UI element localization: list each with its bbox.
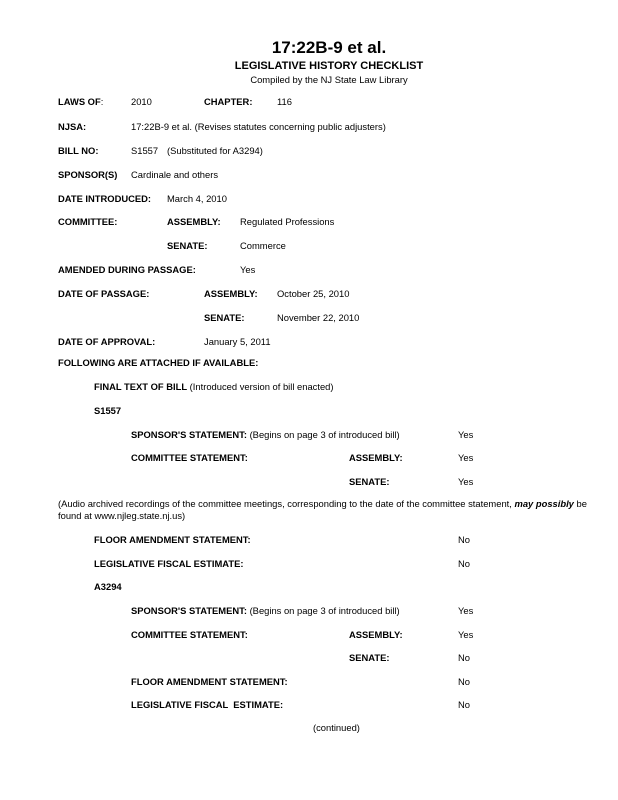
a3294-sponsor-note: (Begins on page 3 of introduced bill) bbox=[249, 605, 400, 616]
audio-note-part2: be found at www.njleg.state.nj.us) bbox=[58, 498, 587, 521]
amended-value: Yes bbox=[240, 264, 256, 275]
date-introduced-label: DATE INTRODUCED: bbox=[58, 193, 152, 204]
njsa-value: 17:22B-9 et al. (Revises statutes concerning public adjusters) bbox=[131, 121, 386, 132]
bill-no-note: (Substituted for A3294) bbox=[167, 145, 263, 156]
final-text-label: FINAL TEXT OF BILL bbox=[94, 381, 188, 392]
bill-no-value: S1557 bbox=[131, 145, 159, 156]
s1557-sponsor-label: SPONSOR'S STATEMENT: bbox=[131, 429, 247, 440]
a3294-committee-label: COMMITTEE STATEMENT: bbox=[131, 629, 248, 640]
laws-of-label-text: LAWS OF bbox=[58, 96, 101, 107]
a3294-floor-label: FLOOR AMENDMENT STATEMENT: bbox=[131, 676, 288, 687]
a3294-heading: A3294 bbox=[94, 581, 122, 592]
s1557-committee-label: COMMITTEE STATEMENT: bbox=[131, 452, 248, 463]
a3294-sponsor-label: SPONSOR'S STATEMENT: bbox=[131, 605, 247, 616]
committee-assembly-value: Regulated Professions bbox=[240, 216, 335, 227]
s1557-fiscal-value: No bbox=[458, 558, 470, 569]
laws-of-colon: : bbox=[100, 96, 104, 107]
audio-note-emphasis: may possibly bbox=[514, 498, 574, 509]
s1557-floor-label: FLOOR AMENDMENT STATEMENT: bbox=[94, 534, 251, 545]
following-heading: FOLLOWING ARE ATTACHED IF AVAILABLE: bbox=[58, 357, 259, 368]
passage-senate-value: November 22, 2010 bbox=[277, 312, 360, 323]
committee-senate-label: SENATE: bbox=[167, 240, 208, 251]
sponsors-label: SPONSOR(S) bbox=[58, 169, 118, 180]
bill-no-label: BILL NO: bbox=[58, 145, 99, 156]
sponsors-value: Cardinale and others bbox=[131, 169, 219, 180]
s1557-fiscal-label: LEGISLATIVE FISCAL ESTIMATE: bbox=[94, 558, 244, 569]
a3294-assembly-label: ASSEMBLY: bbox=[349, 629, 403, 640]
page-subtitle: LEGISLATIVE HISTORY CHECKLIST bbox=[234, 60, 424, 72]
passage-assembly-value: October 25, 2010 bbox=[277, 288, 350, 299]
a3294-assembly-value: Yes bbox=[458, 629, 474, 640]
final-text-line bbox=[94, 381, 334, 392]
committee-assembly-label: ASSEMBLY: bbox=[167, 216, 221, 227]
s1557-assembly-value: Yes bbox=[458, 452, 474, 463]
passage-assembly-label: ASSEMBLY: bbox=[204, 288, 258, 299]
s1557-senate-value: Yes bbox=[458, 476, 474, 487]
s1557-sponsor-note: (Begins on page 3 of introduced bill) bbox=[249, 429, 400, 440]
approval-label: DATE OF APPROVAL: bbox=[58, 336, 156, 347]
s1557-sponsor-value: Yes bbox=[458, 429, 474, 440]
passage-label: DATE OF PASSAGE: bbox=[58, 288, 150, 299]
s1557-heading: S1557 bbox=[94, 405, 122, 416]
laws-of-label bbox=[58, 96, 103, 107]
s1557-sponsor-line bbox=[131, 429, 400, 440]
committee-senate-value: Commerce bbox=[240, 240, 286, 251]
date-introduced-value: March 4, 2010 bbox=[167, 193, 227, 204]
approval-value: January 5, 2011 bbox=[204, 336, 271, 347]
page-title: 17:22B-9 et al. bbox=[271, 38, 387, 57]
a3294-floor-value: No bbox=[458, 676, 470, 687]
chapter-label: CHAPTER: bbox=[204, 96, 253, 107]
a3294-fiscal-value: No bbox=[458, 699, 470, 710]
compiled-by: Compiled by the NJ State Law Library bbox=[250, 74, 408, 85]
a3294-senate-label: SENATE: bbox=[349, 652, 390, 663]
laws-of-value: 2010 bbox=[131, 96, 152, 107]
a3294-sponsor-line bbox=[131, 605, 400, 616]
passage-senate-label: SENATE: bbox=[204, 312, 245, 323]
continued-note: (continued) bbox=[313, 722, 360, 733]
a3294-fiscal-label: LEGISLATIVE FISCAL ESTIMATE: bbox=[131, 699, 284, 710]
amended-label: AMENDED DURING PASSAGE: bbox=[58, 264, 196, 275]
committee-label: COMMITTEE: bbox=[58, 216, 118, 227]
audio-note-part1: (Audio archived recordings of the committee meetings, corresponding to the date of the committee statement, bbox=[58, 498, 515, 509]
final-text-note: (Introduced version of bill enacted) bbox=[189, 381, 334, 392]
s1557-floor-value: No bbox=[458, 534, 470, 545]
a3294-sponsor-value: Yes bbox=[458, 605, 474, 616]
njsa-label: NJSA: bbox=[58, 121, 87, 132]
chapter-value: 116 bbox=[277, 96, 292, 107]
s1557-senate-label: SENATE: bbox=[349, 476, 390, 487]
audio-note bbox=[58, 498, 603, 522]
s1557-assembly-label: ASSEMBLY: bbox=[349, 452, 403, 463]
a3294-senate-value: No bbox=[458, 652, 470, 663]
